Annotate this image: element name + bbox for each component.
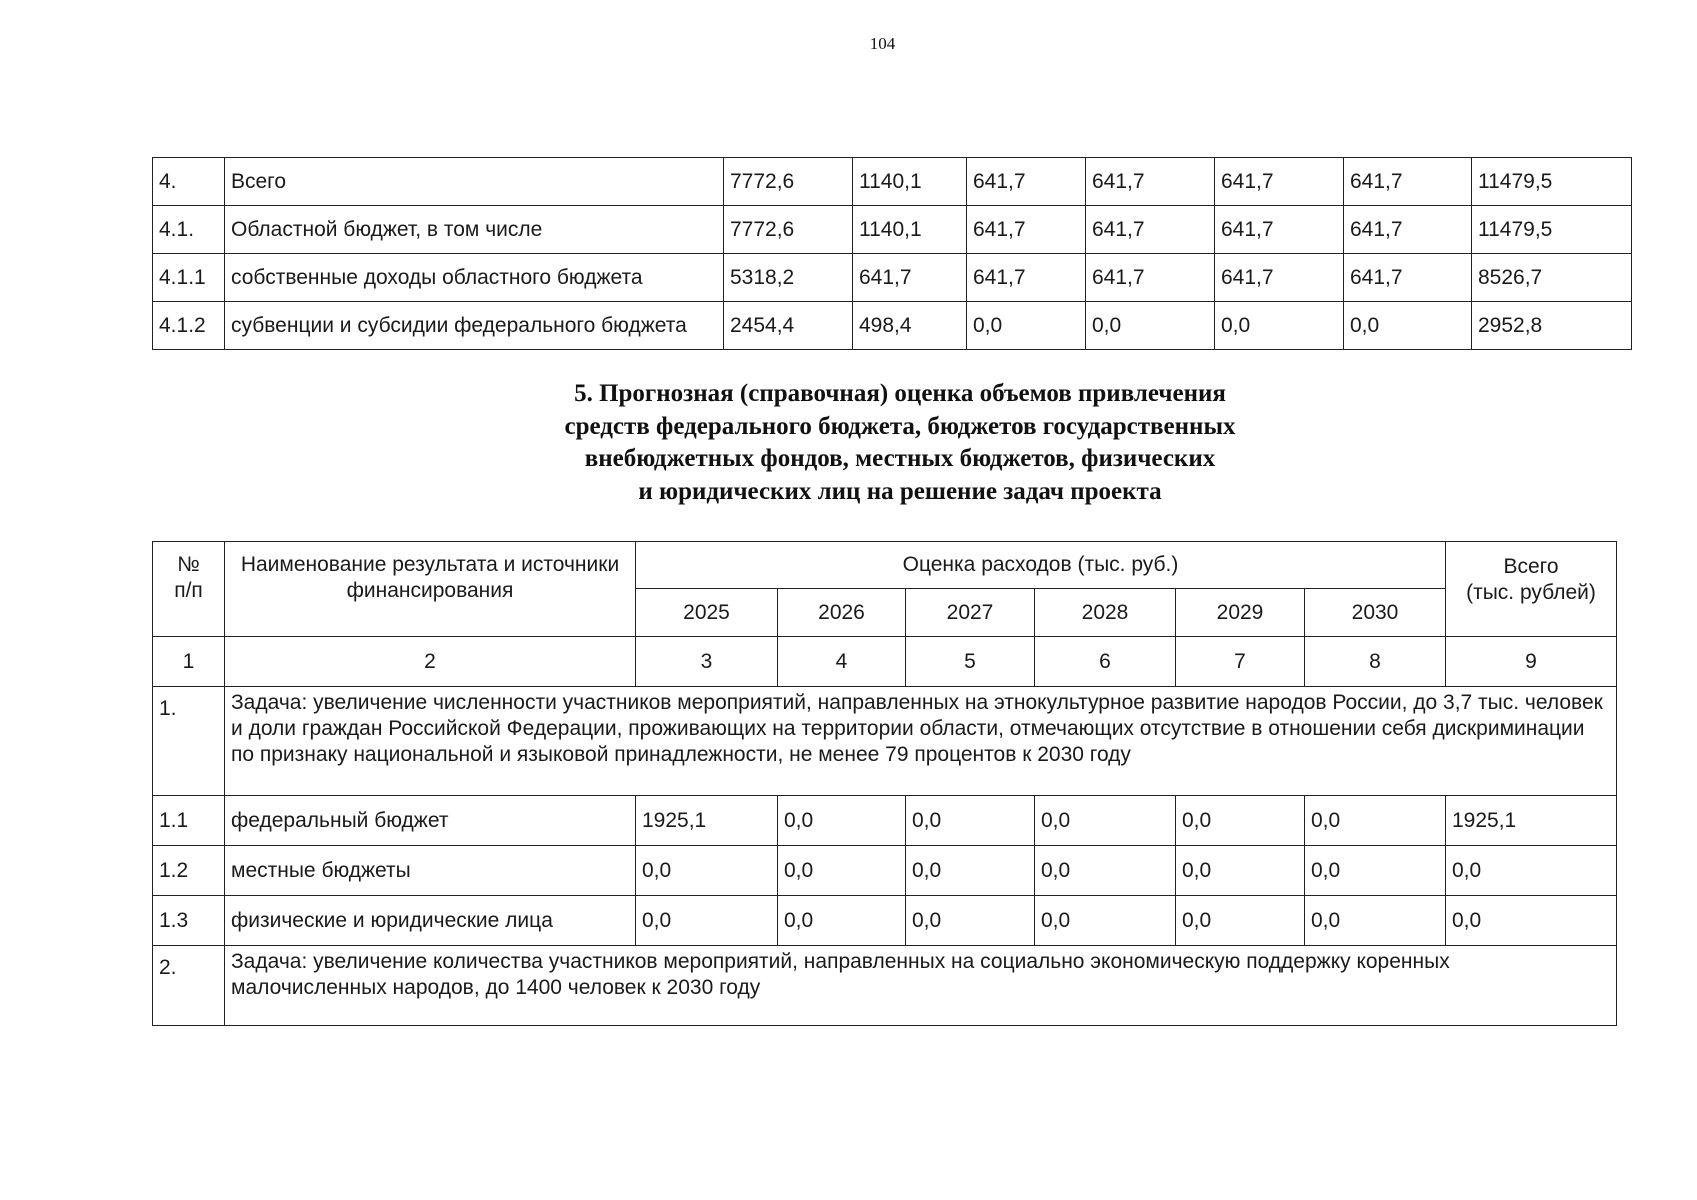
value-cell: 0,0 <box>1446 846 1617 896</box>
table-row <box>153 302 1632 350</box>
row-number: 4.1.1 <box>153 254 225 302</box>
value-cell: 641,7 <box>967 158 1086 206</box>
value-cell: 641,7 <box>1086 254 1215 302</box>
column-index: 4 <box>778 637 906 687</box>
value-cell: 7772,6 <box>724 206 853 254</box>
value-cell: 1140,1 <box>853 206 967 254</box>
row-number: 4.1.2 <box>153 302 225 350</box>
header-name: Наименование результата и источники финансирования <box>225 542 636 637</box>
value-cell: 11479,5 <box>1472 158 1632 206</box>
task-row <box>153 687 1617 796</box>
value-cell: 0,0 <box>1344 302 1472 350</box>
value-cell: 11479,5 <box>1472 206 1632 254</box>
header-year: 2025 <box>636 589 778 637</box>
row-name: субвенции и субсидии федерального бюджета <box>225 302 724 350</box>
value-cell: 0,0 <box>906 796 1035 846</box>
section-title-line-3: внебюджетных фондов, местных бюджетов, физических <box>584 445 1216 472</box>
row-number: 1.2 <box>153 846 225 896</box>
header-year: 2027 <box>906 589 1035 637</box>
value-cell: 0,0 <box>906 896 1035 946</box>
table-row <box>153 846 1617 896</box>
value-cell: 1140,1 <box>853 158 967 206</box>
value-cell: 7772,6 <box>724 158 853 206</box>
value-cell: 0,0 <box>1035 846 1176 896</box>
task-description: Задача: увеличение количества участников мероприятий, направленных на социально экономическую поддержку коренных малочисленных народов, до 1400 человек к 2030 году <box>225 946 1617 1026</box>
header-estimate: Оценка расходов (тыс. руб.) <box>636 542 1446 589</box>
value-cell: 641,7 <box>1215 158 1344 206</box>
value-cell: 0,0 <box>1035 796 1176 846</box>
value-cell: 0,0 <box>636 846 778 896</box>
column-index: 5 <box>906 637 1035 687</box>
value-cell: 0,0 <box>1035 896 1176 946</box>
value-cell: 0,0 <box>1305 796 1446 846</box>
table-row <box>153 206 1632 254</box>
value-cell: 641,7 <box>1344 158 1472 206</box>
value-cell: 0,0 <box>1215 302 1344 350</box>
value-cell: 0,0 <box>778 796 906 846</box>
section-title-line-1: 5. Прогнозная (справочная) оценка объемов привлечения <box>574 380 1226 407</box>
column-index: 3 <box>636 637 778 687</box>
row-number: 4. <box>153 158 225 206</box>
value-cell: 0,0 <box>1176 796 1305 846</box>
funding-summary-table <box>152 157 1632 350</box>
row-number: 4.1. <box>153 206 225 254</box>
header-total-line-1: Всего <box>1503 555 1559 578</box>
row-name: Всего <box>225 158 724 206</box>
table-row <box>153 254 1632 302</box>
row-name: местные бюджеты <box>225 846 636 896</box>
column-index: 8 <box>1305 637 1446 687</box>
table-row <box>153 896 1617 946</box>
value-cell: 641,7 <box>967 206 1086 254</box>
row-name: федеральный бюджет <box>225 796 636 846</box>
value-cell: 641,7 <box>1215 254 1344 302</box>
header-total <box>1446 542 1617 637</box>
column-index: 7 <box>1176 637 1305 687</box>
value-cell: 0,0 <box>1176 896 1305 946</box>
header-year: 2030 <box>1305 589 1446 637</box>
value-cell: 2454,4 <box>724 302 853 350</box>
column-index: 1 <box>153 637 225 687</box>
value-cell: 0,0 <box>1446 896 1617 946</box>
column-index: 9 <box>1446 637 1617 687</box>
header-total-line-2: (тыс. рублей) <box>1466 581 1596 604</box>
value-cell: 2952,8 <box>1472 302 1632 350</box>
value-cell: 0,0 <box>778 846 906 896</box>
value-cell: 0,0 <box>1305 896 1446 946</box>
header-year: 2029 <box>1176 589 1305 637</box>
value-cell: 0,0 <box>636 896 778 946</box>
header-year: 2026 <box>778 589 906 637</box>
task-description: Задача: увеличение численности участников мероприятий, направленных на этнокультурное развитие народов России, до 3,7 тыс. человек и доли граждан Российской Федерации, проживающих на территории области, отмечающих отсутствие в отношении себя дискриминации по признаку национальной и языковой принадлежности, не менее 79 процентов к 2030 году <box>225 687 1617 796</box>
row-number: 1.1 <box>153 796 225 846</box>
column-index: 2 <box>225 637 636 687</box>
value-cell: 498,4 <box>853 302 967 350</box>
value-cell: 0,0 <box>778 896 906 946</box>
value-cell: 641,7 <box>853 254 967 302</box>
value-cell: 641,7 <box>1344 254 1472 302</box>
value-cell: 641,7 <box>1086 158 1215 206</box>
value-cell: 0,0 <box>967 302 1086 350</box>
header-num-line-2: п/п <box>174 579 203 602</box>
value-cell: 641,7 <box>967 254 1086 302</box>
task-number: 1. <box>153 687 225 796</box>
column-index: 6 <box>1035 637 1176 687</box>
value-cell: 1925,1 <box>1446 796 1617 846</box>
task-number: 2. <box>153 946 225 1026</box>
section-title-line-2: средств федерального бюджета, бюджетов государственных <box>564 412 1236 440</box>
section-title <box>400 378 1400 508</box>
value-cell: 0,0 <box>1086 302 1215 350</box>
value-cell: 0,0 <box>906 846 1035 896</box>
value-cell: 641,7 <box>1086 206 1215 254</box>
row-name: физические и юридические лица <box>225 896 636 946</box>
value-cell: 1925,1 <box>636 796 778 846</box>
value-cell: 5318,2 <box>724 254 853 302</box>
table-row <box>153 158 1632 206</box>
value-cell: 641,7 <box>1344 206 1472 254</box>
value-cell: 641,7 <box>1215 206 1344 254</box>
header-num <box>153 542 225 637</box>
value-cell: 0,0 <box>1305 846 1446 896</box>
value-cell: 0,0 <box>1176 846 1305 896</box>
page-number: 104 <box>869 34 896 53</box>
section-title-line-4: и юридических лиц на решение задач проекта <box>638 477 1162 505</box>
table-row <box>153 796 1617 846</box>
header-num-line-1: № <box>177 553 200 576</box>
row-number: 1.3 <box>153 896 225 946</box>
column-index-row <box>153 637 1617 687</box>
header-year: 2028 <box>1035 589 1176 637</box>
value-cell: 8526,7 <box>1472 254 1632 302</box>
row-name: Областной бюджет, в том числе <box>225 206 724 254</box>
row-name: собственные доходы областного бюджета <box>225 254 724 302</box>
task-row <box>153 946 1617 1026</box>
forecast-funding-table <box>152 541 1617 1026</box>
